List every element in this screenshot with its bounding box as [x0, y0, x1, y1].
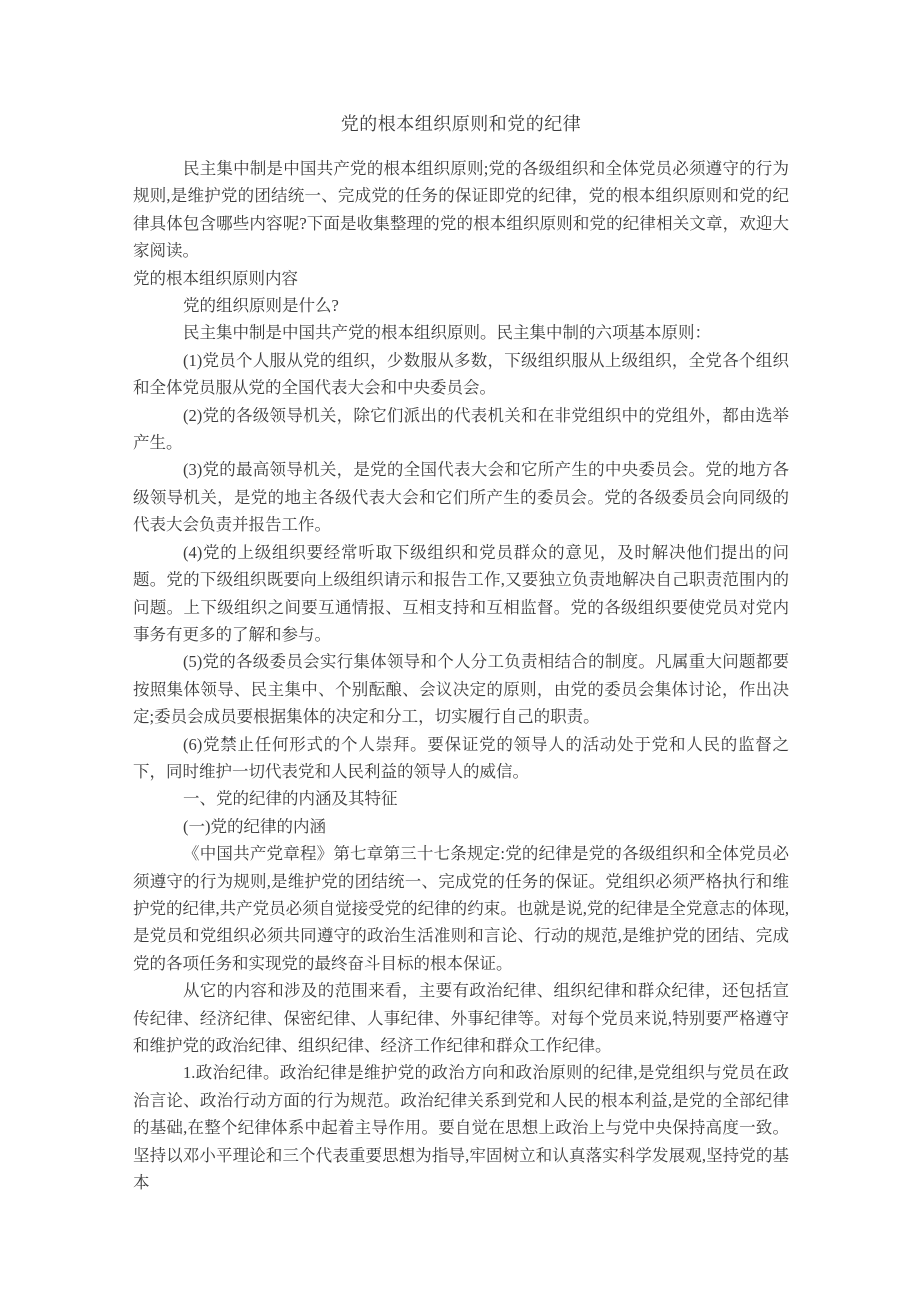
document-body [133, 155, 789, 1196]
paragraph: (5)党的各级委员会实行集体领导和个人分工负责相结合的制度。凡属重大问题都要按照集体领导、民主集中、个别酝酿、会议决定的原则，由党的委员会集体讨论，作出决定;委员会成员要根据集体的决定和分工，切实履行自己的职责。 [133, 652, 789, 727]
paragraph: 民主集中制是中国共产党的根本组织原则。民主集中制的六项基本原则： [183, 323, 711, 343]
paragraph: (1)党员个人服从党的组织，少数服从多数，下级组织服从上级组织，全党各个组织和全体党员服从党的全国代表大会和中央委员会。 [133, 350, 789, 398]
document-title: 党的根本组织原则和党的纪律 [340, 114, 582, 134]
paragraph: 《中国共产党章程》第七章第三十七条规定:党的纪律是党的各级组织和全体党员必须遵守的行为规则,是维护党的团结统一、完成党的任务的保证。党组织必须严格执行和维护党的纪律,共产党员必须自觉接受党的纪律的约束。也就是说,党的纪律是全党意志的体现,是党员和党组织必须共同遵守的政治生活准则和言论、行动的规范,是维护党的团结、完成党的各项任务和实现党的最终奋斗目标的根本保证。 [133, 844, 789, 973]
paragraph: 1.政治纪律。政治纪律是维护党的政治方向和政治原则的纪律,是党组织与党员在政治言论、政治行动方面的行为规范。政治纪律关系到党和人民的根本利益,是党的全部纪律的基础,在整个纪律体系中起着主导作用。要自觉在思想上政治上与党中央保持高度一致。坚持以邓小平理论和三个代表重要思想为指导,牢固树立和认真落实科学发展观,坚持党的基本 [133, 1063, 789, 1193]
document-content [133, 111, 789, 1196]
paragraph: 党的组织原则是什么? [183, 296, 339, 316]
paragraph: (一)党的纪律的内涵 [183, 816, 326, 836]
paragraph: 一、党的纪律的内涵及其特征 [183, 789, 398, 809]
paragraph: 党的根本组织原则内容 [133, 268, 298, 288]
paragraph: (6)党禁止任何形式的个人崇拜。要保证党的领导人的活动处于党和人民的监督之下，同时维护一切代表党和人民利益的领导人的威信。 [133, 734, 789, 781]
paragraph: (2)党的各级领导机关，除它们派出的代表机关和在非党组织中的党组外，都由选举产生。 [133, 405, 789, 453]
paragraph: 从它的内容和涉及的范围来看，主要有政治纪律、组织纪律和群众纪律，还包括宣传纪律、经济纪律、保密纪律、人事纪律、外事纪律等。对每个党员来说,特别要严格遵守和维护党的政治纪律、组织纪律、经济工作纪律和群众工作纪律。 [133, 981, 789, 1055]
paragraph: 民主集中制是中国共产党的根本组织原则;党的各级组织和全体党员必须遵守的行为规则,是维护党的团结统一、完成党的任务的保证即党的纪律，党的根本组织原则和党的纪律具体包含哪些内容呢?下面是收集整理的党的根本组织原则和党的纪律相关文章，欢迎大家阅读。 [133, 159, 789, 261]
paragraph: (4)党的上级组织要经常听取下级组织和党员群众的意见，及时解决他们提出的问题。党的下级组织既要向上级组织请示和报告工作,又要独立负责地解决自己职责范围内的问题。上下级组织之间要互通情报、互相支持和互相监督。党的各级组织要使党员对党内事务有更多的了解和参与。 [133, 542, 789, 644]
paragraph: (3)党的最高领导机关，是党的全国代表大会和它所产生的中央委员会。党的地方各级领导机关，是党的地主各级代表大会和它们所产生的委员会。党的各级委员会向同级的代表大会负责并报告工作。 [133, 460, 789, 535]
